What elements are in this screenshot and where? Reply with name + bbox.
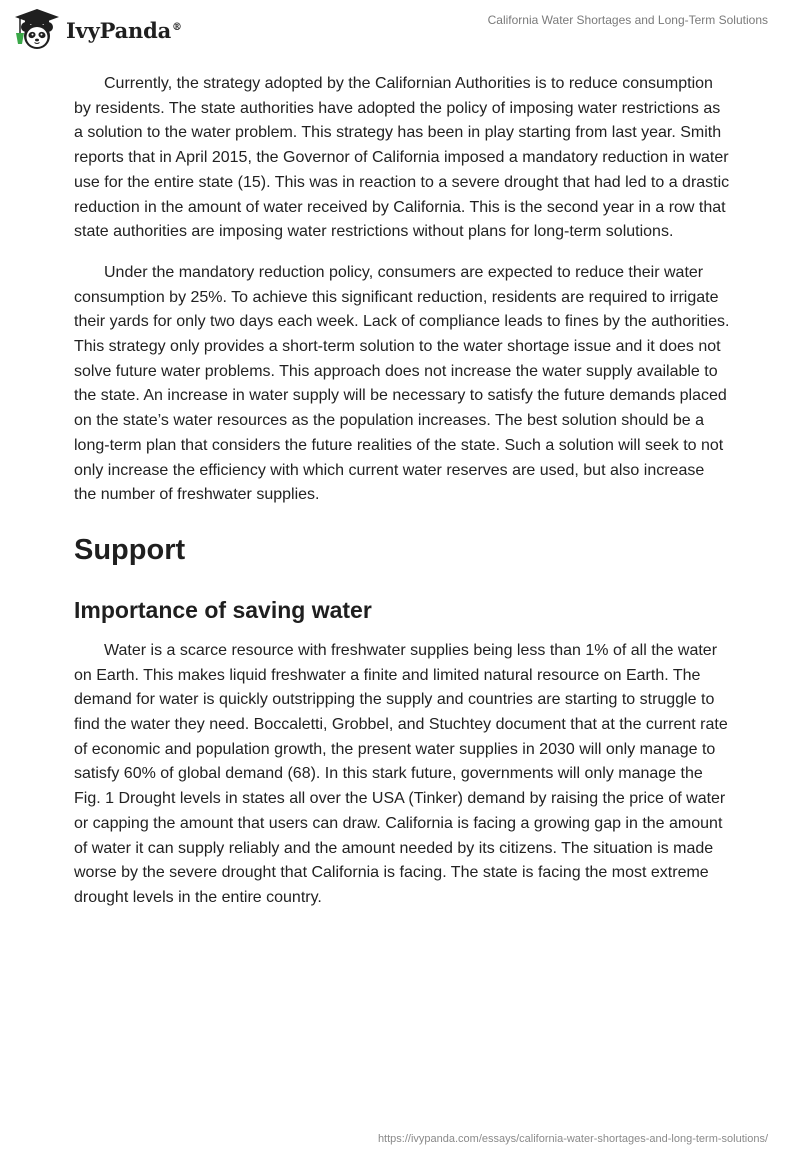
brand-logo[interactable]: [12, 6, 182, 52]
paragraph-water-scarcity: Water is a scarce resource with freshwater supplies being less than 1% of all the water on Earth. This makes liquid freshwater a finite and limited natural resource on Earth. The demand for water is quickly outstripping the supply and countries are starting to struggle to find the water they need. Boccaletti, Grobbel, and Stuchtey document that at the current rate of economic and population growth, the present water supplies in 2030 will only manage to satisfy 60% of global demand (68). In this stark future, governments will only manage the Fig. 1 Drought levels in states all over the USA (Tinker) demand by raising the price of water or capping the amount that users can draw. California is facing a growing gap in the amount of water it can supply reliably and the amount needed by its citizens. The situation is made worse by the severe drought that California is facing. The state is facing the most extreme drought levels in the entire country.: [74, 641, 728, 906]
paragraph-mandatory-reduction: Under the mandatory reduction policy, consumers are expected to reduce their water consumption by 25%. To achieve this significant reduction, residents are required to irrigate their yards for only two days each week. Lack of compliance leads to fines by the authorities. This strategy only provides a short-term solution to the water shortage issue and it does not solve future water problems. This approach does not increase the water supply available to the state. An increase in water supply will be necessary to satisfy the future demands placed on the state’s water resources as the population increases. The best solution should be a long-term plan that considers the future realities of the state. Such a solution will seek to not only increase the efficiency with which current water reserves are used, but also increase the number of freshwater supplies.: [74, 263, 730, 504]
registered-mark: ®: [172, 21, 182, 33]
source-url[interactable]: https://ivypanda.com/essays/california-water-shortages-and-long-term-solutions/: [377, 1133, 768, 1145]
heading-support: Support: [74, 533, 186, 566]
paragraph-current-strategy: Currently, the strategy adopted by the Californian Authorities is to reduce consumption by residents. The state authorities have adopted the policy of imposing water restrictions as a solution to the water problem. This strategy has been in play starting from last year. Smith reports that in April 2015, the Governor of California imposed a mandatory reduction in water use for the entire state (15). This was in reaction to a severe drought that had led to a drastic reduction in the amount of water received by California. This is the second year in a row that state authorities are imposing water restrictions without plans for long-term solutions.: [74, 75, 730, 241]
page-header: [0, 0, 800, 70]
brand-name: IvyPanda®: [66, 17, 182, 43]
panda-graduate-icon: [12, 6, 62, 52]
essay-body: [74, 72, 730, 911]
heading-importance-of-saving-water: Importance of saving water: [74, 596, 372, 623]
document-title: California Water Shortages and Long-Term Solutions: [487, 13, 768, 27]
